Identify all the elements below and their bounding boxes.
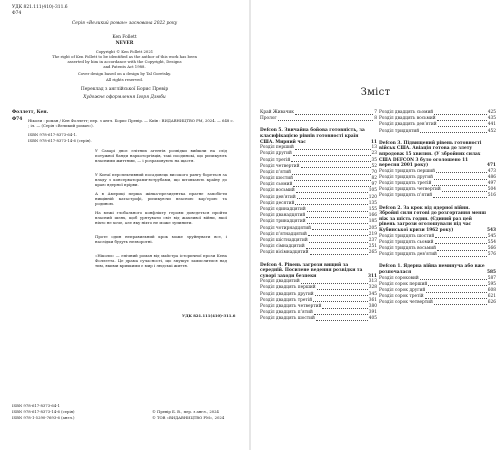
toc-row-label: Розділ сорок третій — [379, 294, 424, 300]
toc-row-label: Розділ сороковий — [379, 275, 419, 281]
toc-row-page: 504 — [487, 187, 496, 193]
leader-dots — [434, 114, 487, 115]
toc-row-label: Розділ четвертий — [260, 163, 300, 169]
leader-dots — [435, 243, 487, 244]
leader-dots — [420, 279, 487, 280]
catalog-isbn: ISBN 978-617-8373-64-1. — [28, 132, 78, 137]
leader-dots — [315, 295, 368, 296]
toc-page — [251, 0, 500, 450]
toc-row-page: 621 — [487, 294, 496, 300]
toc-row-page: 425 — [487, 109, 496, 115]
toc-row-page: 205 — [368, 225, 377, 231]
toc-row-label: Розділ двадцять третій — [260, 297, 313, 303]
toc-part-title: Defcon 2. За крок від ядерної війни. Збройні сили готові до розгортання менш ніж за шість годин. (Єдиний раз цей рівень загрози оголошували під час Кубинської кризи 1962 року) — [379, 205, 486, 234]
toc-row-label: Розділ шостий — [260, 176, 294, 182]
leader-dots — [295, 149, 371, 150]
toc-row-label: Розділ перший — [260, 145, 294, 151]
toc-part-title: Defcon 4. Рівень загрози вищий за середній. Посилене ведення розвідки та суворі заходи безпеки — [260, 262, 363, 279]
leader-dots — [293, 155, 371, 156]
toc-row-label: Розділ двадцять другий — [260, 291, 314, 297]
leader-dots — [278, 120, 374, 121]
toc-row-page: 391 — [368, 310, 377, 316]
toc-row-label: Розділ тридцять перший — [379, 168, 436, 174]
toc-row-label: Розділ двадцять восьмий — [379, 116, 436, 122]
leader-dots — [437, 250, 487, 251]
leader-dots — [312, 229, 368, 230]
toc-row-label: Розділ дванадцятий — [260, 213, 306, 219]
toc-row-page: 97 — [371, 182, 377, 188]
toc-row-page: 380 — [368, 304, 377, 310]
toc-row-page: 23 — [371, 151, 377, 157]
leader-dots — [291, 161, 370, 162]
leader-dots — [317, 289, 368, 290]
toc-row-label: Розділ чотирнадцятий — [260, 225, 312, 231]
toc-part-page: 543 — [487, 228, 496, 234]
toc-row-label: Розділ п’ятнадцятий — [260, 231, 307, 237]
isbn-footer: ISBN 978-617-8373-64-1 — [12, 403, 60, 408]
toc-row-page: 587 — [487, 275, 496, 281]
isbn-footer: ISBN 978-1-5290-7693-6 (англ.) — [12, 415, 75, 420]
toc-row-label: Розділ шістнадцятий — [260, 237, 308, 243]
toc-part-heading[interactable] — [379, 206, 496, 234]
leader-dots — [301, 283, 368, 284]
toc-row-page: 7 — [374, 109, 377, 115]
rights-line: and Patents Act 1988. — [103, 64, 146, 69]
toc-part-page: 311 — [368, 273, 377, 279]
toc-row-page: 237 — [368, 237, 377, 243]
toc-row-label: Розділ тридцять п’ятий — [379, 193, 433, 199]
toc-row-page: 345 — [368, 291, 377, 297]
leader-dots — [438, 256, 487, 257]
designer-credit: Художнє оформлення Ігоря Дзюби — [83, 95, 166, 100]
leader-dots — [433, 197, 487, 198]
toc-column-1 — [260, 110, 377, 323]
toc-part-heading[interactable] — [379, 264, 496, 275]
toc-row-label: Розділ сорок перший — [379, 281, 428, 287]
toc-row-page: 105 — [368, 188, 377, 194]
toc-row-label: Розділ тридцятий — [379, 128, 420, 134]
toc-row-label: Розділ п’ятий — [260, 169, 291, 175]
toc-row-page: 70 — [371, 169, 377, 175]
catalog-code: Ф74 — [12, 117, 23, 122]
imprint-line: © Превір Б. В., пер. з англ., 2024 — [152, 409, 219, 414]
toc-row-label: Розділ двадцять дев’ятий — [379, 122, 437, 128]
bbk-code: Ф74 — [12, 11, 22, 16]
leader-dots — [438, 126, 487, 127]
toc-row-label: Розділ другий — [260, 151, 292, 157]
original-title: NEVER — [115, 41, 134, 46]
series-note: Серія «Великий роман» заснована 2022 року — [71, 21, 178, 26]
toc-row-page: 608 — [487, 287, 496, 293]
leader-dots — [313, 301, 368, 302]
rights-line: asserted by him in accordance with the Copyright, Designs — [67, 59, 182, 64]
toc-row-label: Розділ двадцять перший — [260, 285, 316, 291]
toc-row-page: 120 — [368, 194, 377, 200]
toc-row-label: Край Живачик — [260, 109, 294, 115]
toc-row-label: Розділ тридцять третій — [379, 181, 432, 187]
rights-line: The right of Ken Follett to be identified as the author of this work has been — [52, 54, 197, 59]
toc-row-page: 166 — [368, 213, 377, 219]
toc-row-page: 452 — [487, 128, 496, 134]
catalog-author: Фоллетт, Кен. — [12, 110, 49, 115]
toc-row-page: 35 — [371, 157, 377, 163]
toc-row-label: Розділ тридцять четвертий — [379, 187, 441, 193]
leader-dots — [294, 180, 371, 181]
toc-row-label: Розділ тринадцятий — [260, 219, 306, 225]
toc-row[interactable] — [379, 300, 496, 306]
leader-dots — [425, 298, 487, 299]
toc-row-page: 219 — [368, 231, 377, 237]
leader-dots — [295, 114, 373, 115]
copyright-page — [0, 0, 249, 450]
toc-part-title: Defcon 3. Підвищений рівень готовності військ США. Авіація готова до злету впродовж 15 хвилин. (У збройних силах США DEFCON 3 було оголошено 11 вересня 2001 року) — [379, 140, 482, 169]
leader-dots — [428, 285, 487, 286]
toc-title: Зміст — [360, 87, 391, 98]
toc-row-label: Розділ тридцять восьмий — [379, 245, 436, 251]
leader-dots — [434, 179, 487, 180]
annotation-paragraph: На межі глобального конфлікту героям доведеться пройти власний шлях, щоб урятувати світ від жахливої війни, якої ніхто не хоче, але яку ніхто не може зупинити. — [95, 210, 227, 226]
toc-row-page: 52 — [371, 163, 377, 169]
leader-dots — [316, 320, 368, 321]
original-author: Ken Follett — [112, 35, 137, 40]
toc-row-page: 328 — [368, 285, 377, 291]
toc-row-page: 82 — [371, 176, 377, 182]
leader-dots — [295, 204, 367, 205]
toc-row-label: Розділ сімнадцятий — [260, 244, 305, 250]
toc-row-label: Розділ одинадцятий — [260, 207, 306, 213]
toc-row-page: 265 — [368, 250, 377, 256]
toc-row-label: Розділ двадцять шостий — [260, 316, 315, 322]
imprint-line: © ТОВ «ВИДАВНИЦТВО РМ», 2024 — [152, 415, 225, 420]
toc-row-page: 576 — [487, 252, 496, 258]
toc-part-title: Defcon 5. Звичайна бойова готовність, за класифікацією рівнів готовності країн США. Мирний час — [260, 128, 365, 145]
toc-row-label: Розділ сорок другий — [379, 287, 426, 293]
toc-row-label: Розділ вісімнадцятий — [260, 250, 309, 256]
toc-row-label: Розділ дев’ятий — [260, 194, 296, 200]
leader-dots — [301, 167, 371, 168]
leader-dots — [293, 186, 370, 187]
toc-row-page: 566 — [487, 245, 496, 251]
leader-dots — [435, 237, 487, 238]
toc-row-label: Розділ третій — [260, 157, 291, 163]
leader-dots — [306, 217, 368, 218]
toc-row-page: 405 — [368, 316, 377, 322]
toc-part-page: 471 — [487, 163, 496, 169]
toc-row-page: 435 — [487, 116, 496, 122]
toc-row-page: 251 — [368, 244, 377, 250]
annotation-paragraph: У Сахарі двоє елітних агентів розвідки вийшли на слід потужної банди наркоторгівців, такі поодинокі, що ризикують власними життями, — і розраховують на щастя. — [95, 148, 227, 164]
toc-row-label: Розділ тридцять дев’ятий — [379, 252, 437, 258]
leader-dots — [436, 172, 487, 173]
leader-dots — [310, 254, 368, 255]
leader-dots — [296, 192, 368, 193]
rights-line: Cover design based on a design by Tal Goretsky. — [77, 71, 172, 76]
toc-row-label: Розділ восьмий — [260, 188, 295, 194]
toc-row-page: 595 — [487, 281, 496, 287]
leader-dots — [322, 308, 367, 309]
toc-part-heading[interactable] — [260, 263, 377, 280]
toc-row-page: 486 — [487, 174, 496, 180]
annotation-paragraph: «Ніколи» — епічний роман від майстра історичної прози Кена Фоллетта. Це драма сучасності, що змушує замислитися над тим, якими крихкими є мир і людські життя. — [95, 253, 227, 269]
leader-dots — [432, 185, 486, 186]
toc-row-page: 473 — [487, 168, 496, 174]
toc-row-page: 313 — [368, 279, 377, 285]
leader-dots — [307, 211, 368, 212]
toc-column-2 — [379, 110, 496, 307]
toc-row-page: 155 — [368, 207, 377, 213]
toc-row-page: 8 — [374, 116, 377, 122]
annotation-paragraph: У Китаї перспективний посадовець високого рангу бореться за владу з консерваторами-яструбами, що штовхають країну до краю ядерної прірви. — [95, 172, 227, 188]
leader-dots — [442, 191, 487, 192]
toc-row-label: Розділ сорок четвертий — [379, 300, 433, 306]
toc-row-page: 441 — [487, 122, 496, 128]
toc-row-page: 497 — [487, 181, 496, 187]
toc-row-page: 554 — [487, 239, 496, 245]
toc-part-page: 11 — [371, 139, 377, 145]
toc-row-page: 626 — [487, 300, 496, 306]
toc-row-label: Розділ двадцятий — [260, 279, 300, 285]
leader-dots — [314, 314, 368, 315]
toc-row-label: Розділ тридцять другий — [379, 174, 434, 180]
leader-dots — [297, 198, 368, 199]
toc-row-label: Пролог — [260, 116, 277, 122]
toc-row-label: Розділ тридцять шостий — [379, 233, 435, 239]
catalog-entry: Ніколи : роман / Кен Фоллетт; пер. з англ. Борис Превір. — Київ : ВИДАВНИЦТВО РМ, 2024. — 648 с. ; іл. — (Серія «Великий роман»). — [28, 118, 234, 128]
leader-dots — [308, 235, 368, 236]
leader-dots — [437, 120, 487, 121]
isbn-footer: ISBN 978-617-8373-14-6 (серія) — [12, 409, 75, 414]
rights-line: All rights reserved. — [105, 77, 144, 82]
catalog-isbn: ISBN 978-617-8373-14-6 (серія). — [28, 138, 92, 143]
toc-row-page: 516 — [487, 193, 496, 199]
annotation-paragraph: Проте один неправильний крок може зруйнувати все, і наслідки будуть незворотні. — [95, 234, 227, 245]
annotation-paragraph: А в Америці перша жінка-президентка прагне запобігти нищівній катастрофі, ризикуючи власною кар’єрою та родиною. — [95, 191, 227, 207]
toc-part-title: Defcon 1. Ядерна війна неминуча або вже розпочалася — [379, 264, 485, 275]
leader-dots — [307, 223, 368, 224]
toc-row[interactable] — [260, 316, 377, 322]
translator-credit: Переклад з англійської Борис Превір — [80, 87, 169, 92]
toc-row-page: 545 — [487, 233, 496, 239]
toc-row-page: 13 — [371, 145, 377, 151]
toc-row-page: 361 — [368, 297, 377, 303]
leader-dots — [292, 174, 371, 175]
leader-dots — [309, 242, 368, 243]
toc-row-label: Розділ тридцять сьомий — [379, 239, 434, 245]
toc-part-heading[interactable] — [260, 128, 377, 145]
toc-row-page: 185 — [368, 219, 377, 225]
toc-part-heading[interactable] — [379, 141, 496, 169]
leader-dots — [426, 292, 487, 293]
leader-dots — [434, 304, 487, 305]
udk-footer: УДК 821.111(410)-311.6 — [182, 313, 236, 318]
toc-row-label: Розділ сьомий — [260, 182, 293, 188]
toc-row-label: Розділ двадцять п’ятий — [260, 310, 313, 316]
leader-dots — [420, 132, 487, 133]
leader-dots — [306, 248, 368, 249]
toc-part-page: 585 — [487, 269, 496, 275]
toc-row-label: Розділ двадцять сьомий — [379, 109, 434, 115]
toc-row-label: Розділ десятий — [260, 200, 295, 206]
toc-row-label: Розділ двадцять четвертий — [260, 304, 322, 310]
toc-row-page: 135 — [368, 200, 377, 206]
copyright-line: Copyright © Ken Follett 2021 — [95, 49, 154, 54]
udk-code: УДК 821.111(410)-311.6 — [12, 5, 68, 10]
